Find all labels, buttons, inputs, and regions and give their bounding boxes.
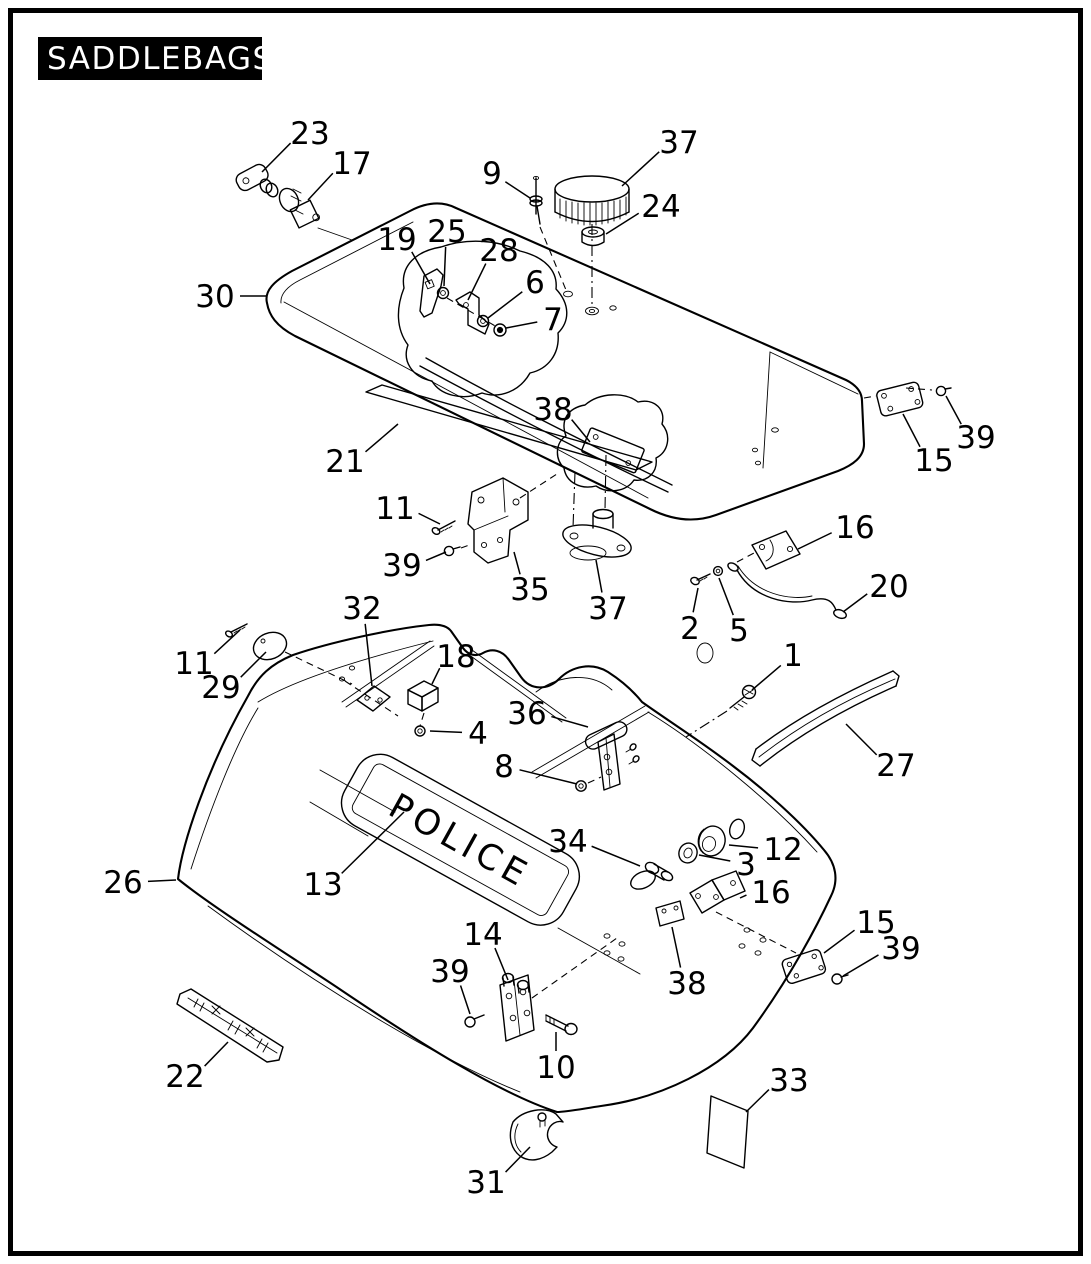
callout-number-34: 34 [548, 824, 588, 860]
rail-plate-32 [345, 681, 398, 716]
screw-11-left [225, 624, 247, 638]
tether-cable-20 [726, 553, 847, 620]
callout-leader-20 [843, 594, 867, 612]
callout-number-16: 16 [835, 510, 875, 546]
access-plate-detail-38-top [557, 395, 667, 491]
key-23 [234, 162, 280, 199]
support-bracket-36 [583, 719, 629, 790]
cable-plate-16-top [752, 531, 800, 569]
callout-leader-5 [719, 578, 733, 615]
callout-number-11: 11 [375, 491, 415, 527]
callout-number-25: 25 [427, 214, 467, 250]
callout-leader-6 [488, 292, 522, 318]
callout-number-26: 26 [103, 865, 143, 901]
callout-leader-22 [205, 1042, 228, 1066]
callout-number-29: 29 [201, 670, 241, 706]
bumper-block-18 [408, 681, 438, 726]
callout-number-6: 6 [525, 265, 545, 301]
reflector-strip-22 [177, 989, 283, 1062]
callout-leader-2 [693, 588, 698, 612]
callout-leader-35 [514, 552, 520, 574]
callout-leader-11 [214, 630, 240, 654]
latch-bracket-19 [420, 269, 443, 317]
mount-plate-15-bottom [781, 948, 848, 984]
spacer-washer-24 [582, 227, 604, 246]
callout-leader-38 [672, 927, 681, 968]
callout-leader-21 [365, 424, 398, 452]
callout-leader-29 [241, 652, 266, 677]
callout-leader-38 [572, 420, 590, 442]
callout-number-3: 3 [736, 847, 756, 883]
callout-leader-36 [551, 717, 588, 727]
callout-number-39: 39 [430, 954, 470, 990]
callout-number-10: 10 [536, 1050, 576, 1086]
callout-number-15: 15 [856, 905, 896, 941]
washer-3 [676, 841, 700, 866]
callout-leader-26 [148, 880, 176, 881]
nut-7 [494, 324, 506, 336]
callout-number-39: 39 [881, 931, 921, 967]
callout-number-21: 21 [325, 444, 365, 480]
callout-number-8: 8 [494, 749, 514, 785]
hinge-bracket-35 [468, 472, 560, 563]
callout-number-19: 19 [377, 222, 417, 258]
callout-number-11: 11 [174, 646, 214, 682]
callout-number-14: 14 [463, 917, 503, 953]
callout-number-24: 24 [641, 189, 681, 225]
callout-leader-28 [468, 264, 486, 300]
callout-number-37: 37 [588, 591, 628, 627]
callout-number-2: 2 [680, 611, 700, 647]
callout-leader-23 [262, 143, 291, 172]
callout-number-31: 31 [466, 1165, 506, 1201]
callout-number-22: 22 [165, 1059, 205, 1095]
callout-leader-15 [903, 414, 920, 447]
screw-11-mid [431, 521, 455, 536]
callout-leader-39 [843, 955, 878, 976]
page-title: SADDLEBAGS [47, 40, 274, 77]
callout-number-12: 12 [763, 832, 803, 868]
callout-number-16: 16 [751, 875, 791, 911]
screw-39-mid [444, 544, 472, 556]
police-label: POLICE [381, 786, 537, 897]
callout-leader-8 [520, 770, 577, 784]
callout-leader-33 [746, 1090, 769, 1112]
callout-leader-1 [752, 665, 781, 690]
callout-number-5: 5 [729, 613, 749, 649]
screw-2 [690, 574, 710, 586]
callout-number-9: 9 [482, 156, 502, 192]
callout-leader-17 [308, 173, 333, 200]
bolt-10 [546, 1015, 577, 1035]
screw-1 [686, 686, 756, 738]
callout-number-38: 38 [667, 966, 707, 1002]
callout-leader-32 [365, 624, 372, 686]
callout-number-35: 35 [510, 572, 550, 608]
callout-number-33: 33 [769, 1063, 809, 1099]
callout-leader-15 [824, 930, 855, 953]
callout-leader-27 [846, 724, 877, 755]
bolt-39-bottom-left [465, 1015, 484, 1027]
antenna-clamp-31 [510, 1110, 563, 1160]
callout-number-23: 23 [290, 116, 330, 152]
decal-33 [707, 1096, 748, 1168]
callout-leader-24 [606, 213, 639, 234]
callout-number-18: 18 [436, 639, 476, 675]
callout-number-38: 38 [533, 392, 573, 428]
seal-strip-21 [366, 385, 652, 470]
callout-number-36: 36 [507, 696, 547, 732]
callout-number-30: 30 [195, 279, 235, 315]
callout-number-4: 4 [468, 716, 488, 752]
callout-leader-16 [798, 533, 832, 549]
callout-number-37: 37 [659, 125, 699, 161]
callout-leader-34 [592, 846, 640, 866]
mount-plate-15-top [864, 381, 951, 417]
striker-plate-38-bottom [656, 901, 684, 926]
callout-number-15: 15 [914, 443, 954, 479]
callout-number-13: 13 [303, 867, 343, 903]
hinge-14 [500, 938, 617, 1041]
callout-leader-11 [419, 513, 440, 524]
callout-leader-25 [444, 247, 446, 286]
callouts-layer [103, 116, 995, 1201]
callout-leader-9 [505, 182, 530, 198]
callout-number-28: 28 [479, 233, 519, 269]
callout-leader-16 [740, 895, 746, 898]
nut-4 [415, 726, 425, 736]
callout-leader-39 [426, 552, 446, 560]
beacon-knob-37 [555, 176, 629, 305]
callout-leader-37 [596, 560, 602, 592]
cover-disc-29 [249, 628, 352, 684]
t-stud-34 [628, 860, 674, 893]
callout-number-39: 39 [956, 420, 996, 456]
callout-leader-13 [342, 812, 404, 873]
callout-leader-4 [430, 731, 462, 732]
callout-number-27: 27 [876, 748, 916, 784]
callout-leader-7 [506, 322, 537, 328]
callout-number-32: 32 [342, 591, 382, 627]
callout-number-39: 39 [382, 548, 422, 584]
screw-39-bottom-right [832, 974, 848, 984]
callout-leader-37 [622, 152, 659, 186]
washer-5 [714, 567, 723, 576]
callout-number-17: 17 [332, 146, 372, 182]
callout-number-1: 1 [783, 638, 803, 674]
screw-39-top-right [936, 386, 951, 395]
callout-number-20: 20 [869, 569, 909, 605]
callout-number-7: 7 [543, 302, 563, 338]
